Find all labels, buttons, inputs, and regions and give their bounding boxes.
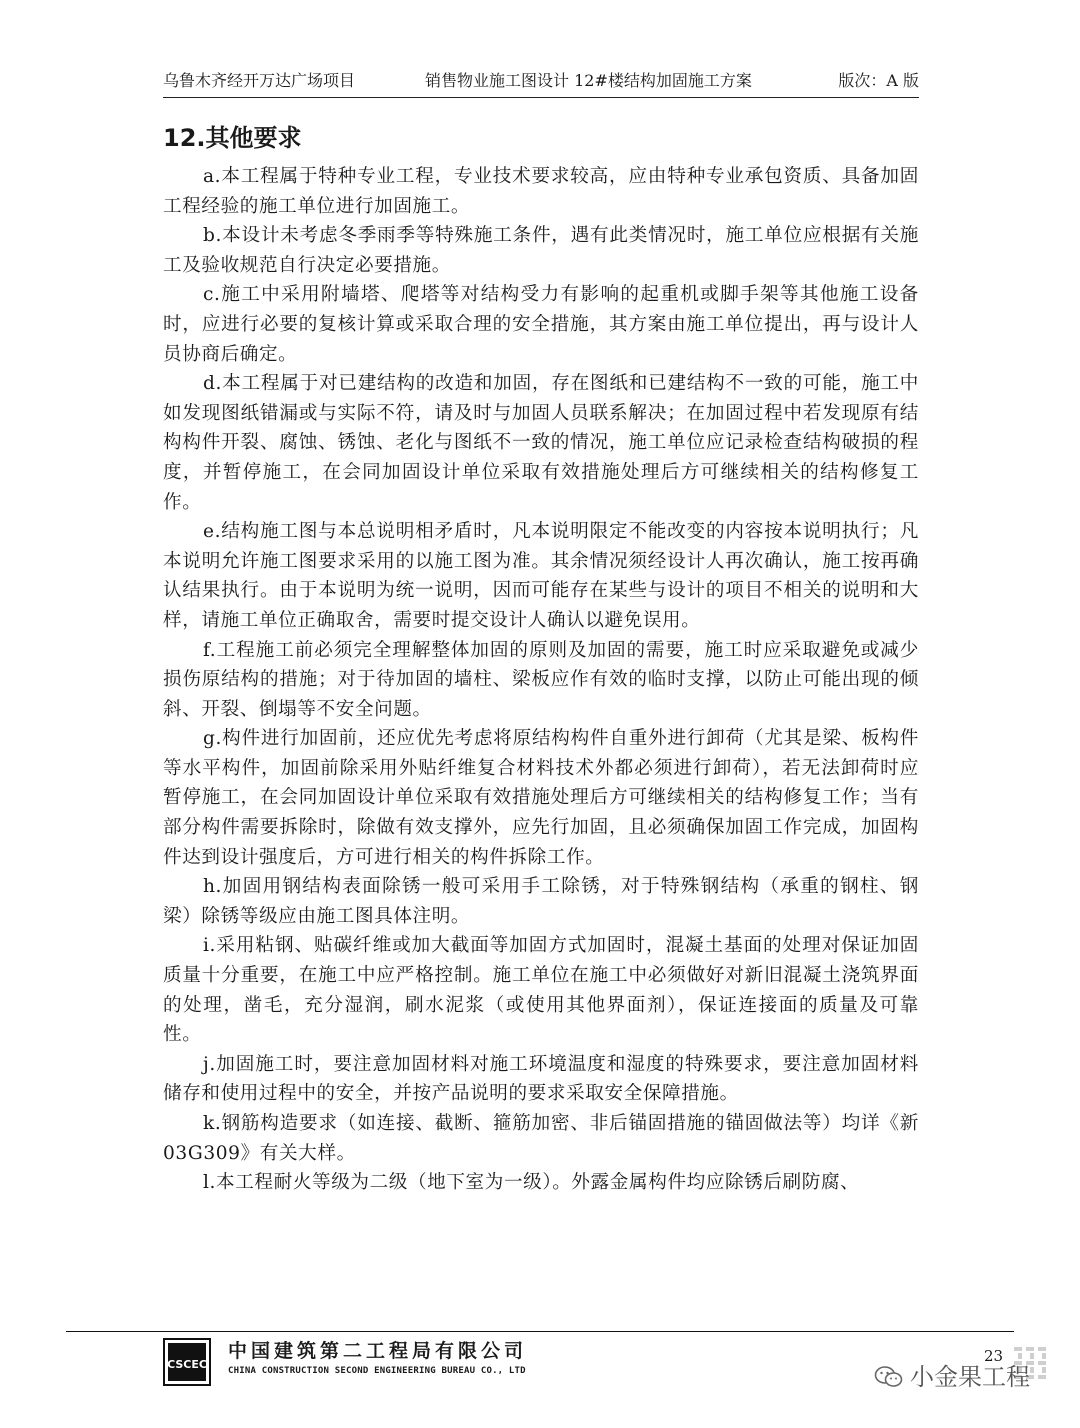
wechat-icon bbox=[874, 1365, 904, 1389]
watermark-text: 小金果工程 bbox=[910, 1363, 1030, 1391]
paragraph-g: g.构件进行加固前，还应优先考虑将原结构构件自重外进行卸荷（尤其是梁、板构件等水平构件，加固前除采用外贴纤维复合材料技术外都必须进行卸荷），若无法卸荷时应暂停施工，在会同加固设计单位采取有效措施处理后方可继续相关的结构修复工作；当有部分构件需要拆除时，除做有效支撑外，应先行加固，且必须确保加固工作完成，加固构件达到设计强度后，方可进行相关的构件拆除工作。 bbox=[163, 728, 919, 868]
paragraph-c: c.施工中采用附墙塔、爬塔等对结构受力有影响的起重机或脚手架等其他施工设备时，应进行必要的复核计算或采取合理的安全措施，其方案由施工单位提出，再与设计人员协商后确定。 bbox=[163, 284, 919, 365]
page-number: 23 bbox=[984, 1347, 1004, 1365]
footer-divider bbox=[66, 1331, 1014, 1332]
header-document-title: 销售物业施工图设计 12#楼结构加固施工方案 bbox=[425, 71, 752, 90]
section-title: 12.其他要求 bbox=[163, 124, 302, 152]
paragraph-k: k.钢筋构造要求（如连接、截断、箍筋加密、非后锚固措施的锚固做法等）均详《新 03G309》有关大样。 bbox=[163, 1113, 919, 1164]
company-logo bbox=[163, 1338, 211, 1386]
company-name-cn: 中国建筑第二工程局有限公司 bbox=[228, 1340, 528, 1362]
paragraph-j: j.加固施工时，要注意加固材料对施工环境温度和湿度的特殊要求，要注意加固材料储存和使用过程中的安全，并按产品说明的要求采取安全保障措施。 bbox=[163, 1053, 919, 1105]
header-project: 乌鲁木齐经开万达广场项目 bbox=[163, 71, 356, 90]
page-header bbox=[163, 66, 919, 96]
paragraph-e: e.结构施工图与本总说明相矛盾时，凡本说明限定不能改变的内容按本说明执行；凡本说明允许施工图要求采用的以施工图为准。其余情况须经设计人再次确认，施工按再确认结果执行。由于本说明为统一说明，因而可能存在某些与设计的项目不相关的说明和大样，请施工单位正确取舍，需要时提交设计人确认以避免误用。 bbox=[163, 521, 919, 631]
paragraph-a: a.本工程属于特种专业工程，专业技术要求较高，应由特种专业承包资质、具备加固工程经验的施工单位进行加固施工。 bbox=[163, 166, 919, 217]
company-name-en: CHINA CONSTRUCTION SECOND ENGINEERING BUREAU CO., LTD bbox=[228, 1366, 526, 1376]
paragraph-h: h.加固用钢结构表面除锈一般可采用手工除锈，对于特殊钢结构（承重的钢柱、钢梁）除锈等级应由施工图具体注明。 bbox=[163, 876, 919, 927]
paragraph-l: l.本工程耐火等级为二级（地下室为一级）。外露金属构件均应除锈后刷防腐、 bbox=[202, 1172, 860, 1194]
paragraph-d: d.本工程属于对已建结构的改造和加固，存在图纸和已建结构不一致的可能，施工中如发现图纸错漏或与实际不符，请及时与加固人员联系解决；在加固过程中若发现原有结构构件开裂、腐蚀、锈蚀、老化与图纸不一致的情况，施工单位应记录检查结构破损的程度，并暂停施工，在会同加固设计单位采取有效措施处理后方可继续相关的结构修复工作。 bbox=[163, 373, 919, 513]
body-text bbox=[163, 162, 919, 1198]
header-divider bbox=[163, 97, 919, 98]
logo-text: CSCEC bbox=[167, 1358, 207, 1371]
paragraph-b: b.本设计未考虑冬季雨季等特殊施工条件，遇有此类情况时，施工单位应根据有关施工及验收规范自行决定必要措施。 bbox=[163, 225, 919, 276]
paragraph-i: i.采用粘钢、贴碳纤维或加大截面等加固方式加固时，混凝土基面的处理对保证加固质量十分重要，在施工中应严格控制。施工单位在施工中必须做好对新旧混凝土浇筑界面的处理，凿毛，充分湿润，刷水泥浆（或使用其他界面剂），保证连接面的质量及可靠性。 bbox=[163, 935, 919, 1046]
paragraph-f: f.工程施工前必须完全理解整体加固的原则及加固的需要，施工时应采取避免或减少损伤原结构的措施；对于待加固的墙柱、梁板应作有效的临时支撑，以防止可能出现的倾斜、开裂、倒塌等不安全问题。 bbox=[163, 639, 919, 720]
header-version: 版次：A 版 bbox=[838, 71, 919, 90]
